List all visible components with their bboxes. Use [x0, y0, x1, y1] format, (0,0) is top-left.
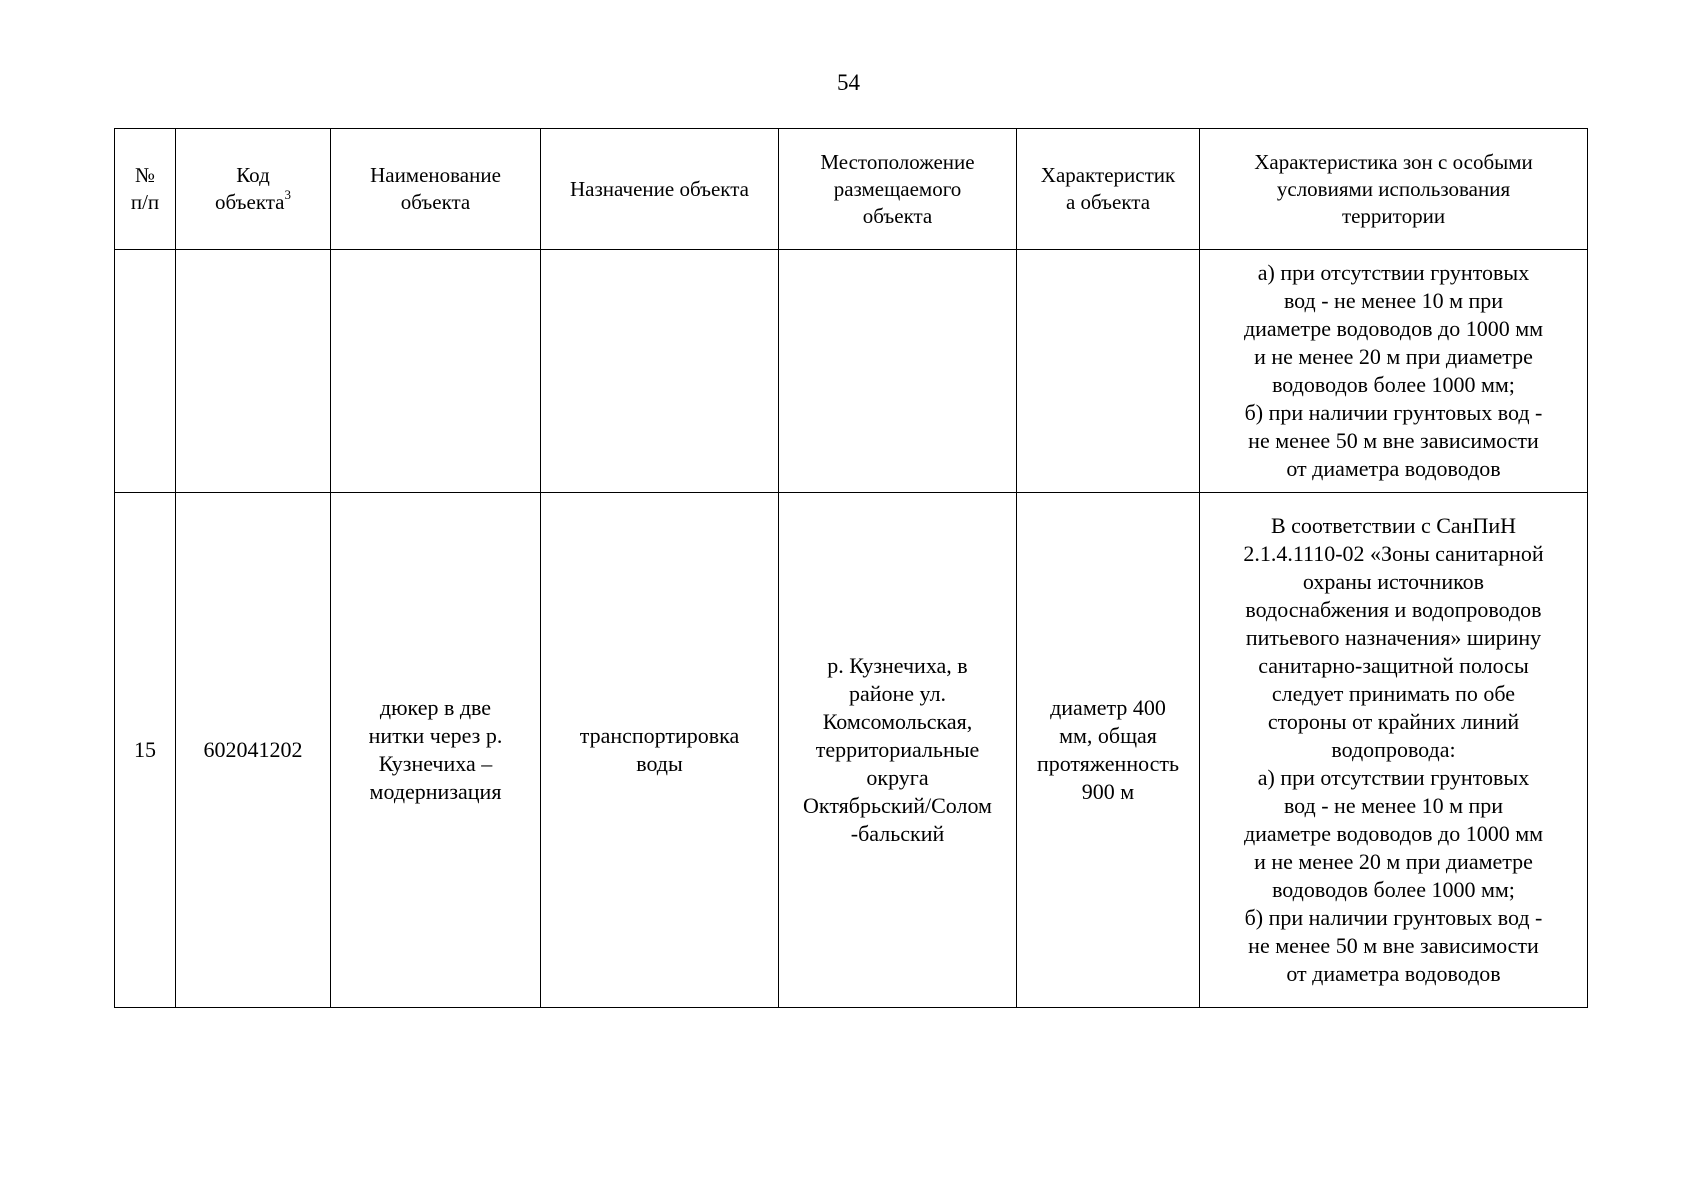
table-header-row [115, 129, 1588, 250]
cell-num [115, 250, 176, 493]
cell-name [331, 250, 541, 493]
header-zones: Характеристика зон с особыми условиями использования территории [1200, 129, 1588, 250]
cell-zones: В соответствии с СанПиН 2.1.4.1110-02 «Зоны санитарной охраны источников водоснабжения и водопроводов питьевого назначения» ширину санитарно-защитной полосы следует принимать по обе стороны от крайних линий водопровода: а) при отсутствии грунтовых вод - не менее 10 м при диаметре водоводов до 1000 мм и не менее 20 м при диаметре водоводов более 1000 мм; б) при наличии грунтовых вод - не менее 50 м вне зависимости от диаметра водоводов [1200, 493, 1588, 1008]
objects-table [114, 128, 1588, 1008]
header-code-label: Код объекта [214, 163, 285, 214]
cell-purpose [541, 250, 779, 493]
table-row [115, 493, 1588, 1008]
cell-location [779, 250, 1017, 493]
header-name: Наименование объекта [331, 129, 541, 250]
footnote-marker: 3 [284, 187, 292, 202]
cell-name: дюкер в две нитки через р. Кузнечиха – модернизация [331, 493, 541, 1008]
cell-zones: а) при отсутствии грунтовых вод - не менее 10 м при диаметре водоводов до 1000 мм и не менее 20 м при диаметре водоводов более 1000 мм; б) при наличии грунтовых вод - не менее 50 м вне зависимости от диаметра водоводов [1200, 250, 1588, 493]
header-purpose: Назначение объекта [541, 129, 779, 250]
table-row [115, 250, 1588, 493]
page-number: 54 [837, 70, 860, 95]
cell-purpose: транспортировка воды [541, 493, 779, 1008]
cell-characteristics [1017, 250, 1200, 493]
header-code [176, 129, 331, 250]
header-location: Местоположение размещаемого объекта [779, 129, 1017, 250]
cell-code: 602041202 [176, 493, 331, 1008]
header-num: № п/п [115, 129, 176, 250]
cell-location: р. Кузнечиха, в районе ул. Комсомольская, территориальные округа Октябрьский/Солом -бальский [779, 493, 1017, 1008]
cell-num: 15 [115, 493, 176, 1008]
cell-code [176, 250, 331, 493]
cell-characteristics: диаметр 400 мм, общая протяженность 900 м [1017, 493, 1200, 1008]
header-characteristics: Характеристик а объекта [1017, 129, 1200, 250]
